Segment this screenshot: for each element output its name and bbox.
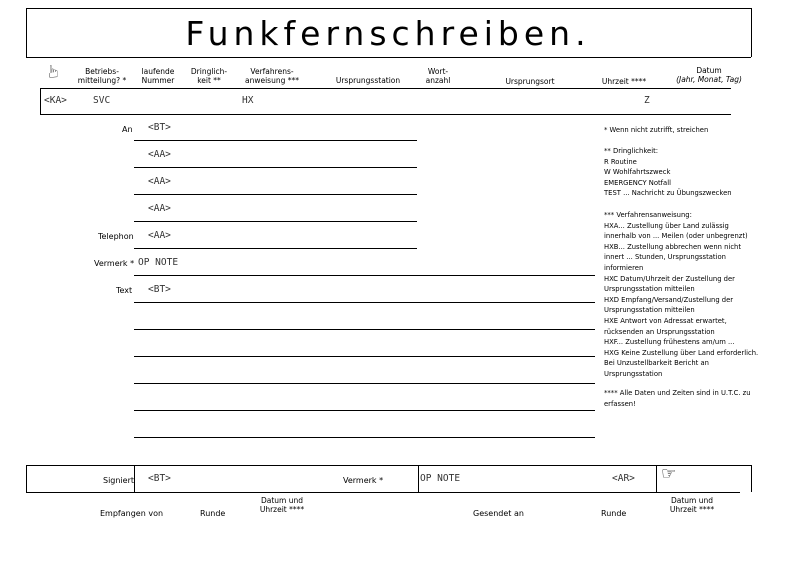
signiert-line: [134, 492, 307, 493]
note-3-line: informieren: [604, 263, 644, 272]
header-dringlichkeit: [184, 67, 234, 85]
telephon-value: <AA>: [148, 230, 171, 241]
z-value: Z: [644, 95, 650, 106]
svc-value: SVC: [93, 95, 111, 106]
header-wortanzahl: [413, 67, 463, 85]
telephon-label: Telephon: [98, 232, 134, 241]
datum-right-line1: Datum und: [670, 496, 714, 505]
aa-value-3: <AA>: [148, 203, 171, 214]
header-datum-line2: (Jahr, Monat, Tag): [676, 75, 742, 84]
note-3-line: innert ... Stunden, Ursprungsstation: [604, 253, 726, 262]
text-line-3: [134, 356, 595, 357]
vermerk-value: OP NOTE: [138, 257, 179, 268]
text-line-1: [134, 302, 595, 303]
aa-value-2: <AA>: [148, 176, 171, 187]
datum-left-label: [252, 496, 312, 514]
footer-vermerk-label: Vermerk *: [343, 476, 384, 485]
text-line-6: [134, 437, 595, 438]
header-datum-line1: Datum: [696, 66, 722, 75]
datum-left-line2: Uhrzeit ****: [259, 505, 305, 514]
an-value: <BT>: [148, 122, 171, 133]
header-dringlichkeit-line1: Dringlich-: [190, 67, 228, 76]
signiert-label: Signiert: [103, 476, 135, 485]
vermerk-line: [134, 275, 595, 276]
header-dringlichkeit-line2: keit **: [197, 76, 221, 85]
title-box-bottom: [26, 57, 751, 58]
footer-vermerk-line: [418, 492, 656, 493]
header-betrieb-line2: mitteilung? *: [77, 76, 127, 85]
note-3-line: Ursprungsstation: [604, 369, 663, 378]
footer-vermerk-field-right: [656, 465, 657, 492]
gesendet-label: Gesendet an: [473, 509, 524, 518]
text-line-2: [134, 329, 595, 330]
text-value: <BT>: [148, 284, 171, 295]
note-2: [604, 146, 799, 199]
note-3-line: Ursprungsstation mitteilen: [604, 285, 695, 294]
telephon-line: [134, 248, 417, 249]
header-laufende: [132, 67, 184, 85]
pointing-hand-icon: ☞: [44, 63, 65, 80]
ar-value: <AR>: [612, 473, 635, 484]
header-verfahren-line1: Verfahrens-: [250, 67, 294, 76]
note-3-line: *** Verfahrensanweisung:: [604, 211, 692, 219]
header-datum: [664, 66, 754, 84]
aa-value-1: <AA>: [148, 149, 171, 160]
aa-line-1: [134, 167, 417, 168]
header-verfahren: [236, 67, 308, 85]
datum-right-label: [662, 496, 722, 514]
footer-vermerk-field-left: [418, 465, 419, 492]
header-laufende-line2: Nummer: [141, 76, 175, 85]
footer-bottom-left: [26, 492, 134, 493]
note-3-line: Bei Unzustellbarkeit Bericht an: [604, 359, 709, 368]
an-label: An: [122, 125, 133, 134]
note-4-line: erfassen!: [604, 399, 636, 408]
note-1: * Wenn nicht zutrifft, streichen: [604, 126, 709, 134]
text-line-5: [134, 410, 595, 411]
signiert-field-left: [134, 465, 135, 492]
note-3-line: HXF... Zustellung frühestens am/um ...: [604, 338, 735, 347]
vermerk-label: Vermerk *: [94, 259, 135, 268]
note-3-line: HXD Empfang/Versand/Zustellung der: [604, 295, 734, 304]
footer-bottom-mid: [307, 492, 418, 493]
aa-line-3: [134, 221, 417, 222]
title-box-right: [751, 8, 752, 57]
header-wortanzahl-line2: anzahl: [425, 76, 451, 85]
empfangen-label: Empfangen von: [100, 509, 164, 518]
datum-right-line2: Uhrzeit ****: [669, 505, 715, 514]
note-3: [604, 210, 799, 380]
note-3-line: rücksenden an Ursprungsstation: [604, 327, 715, 336]
note-2-line: EMERGENCY Notfall: [604, 178, 672, 187]
header-verfahren-line2: anweisung ***: [245, 76, 299, 85]
note-2-line: R Routine: [604, 157, 637, 166]
hx-value: HX: [242, 95, 254, 106]
data-row-top: [40, 88, 731, 89]
header-betrieb: [72, 67, 132, 85]
note-2-line: W Wohlfahrtszweck: [604, 168, 671, 177]
note-3-line: HXE Antwort von Adressat erwartet,: [604, 316, 727, 325]
note-3-line: Ursprungsstation mitteilen: [604, 306, 695, 315]
pointing-hand-right-icon: ☞: [661, 464, 677, 484]
header-betrieb-line1: Betriebs-: [85, 67, 119, 76]
data-row-left: [40, 88, 41, 114]
data-row-bottom: [40, 114, 731, 115]
note-3-line: HXB... Zustellung abbrechen wenn nicht: [604, 242, 742, 251]
footer-left: [26, 465, 27, 492]
header-uhrzeit: Uhrzeit ****: [601, 77, 647, 86]
note-4: [604, 388, 799, 409]
note-3-line: HXA... Zustellung über Land zulässig: [604, 221, 729, 230]
header-ursprungsstation: Ursprungsstation: [335, 76, 401, 85]
footer-right: [751, 465, 752, 492]
datum-left-line1: Datum und: [260, 496, 304, 505]
header-laufende-line1: laufende: [141, 67, 175, 76]
signiert-value: <BT>: [148, 473, 171, 484]
note-3-line: HXG Keine Zustellung über Land erforderlich.: [604, 348, 759, 357]
footer-vermerk-value: OP NOTE: [420, 473, 461, 484]
text-label: Text: [116, 286, 133, 295]
title-box-top: [26, 8, 751, 9]
aa-line-2: [134, 194, 417, 195]
runde-left-label: Runde: [200, 509, 226, 518]
form-title: Funkfernschreiben.: [185, 14, 591, 53]
an-line: [134, 140, 417, 141]
ka-value: <KA>: [44, 95, 67, 106]
header-wortanzahl-line1: Wort-: [427, 67, 449, 76]
note-3-line: innerhalb von ... Meilen (oder unbegrenzt): [604, 232, 748, 241]
note-4-line: **** Alle Daten und Zeiten sind in U.T.C. zu: [604, 389, 751, 397]
runde-right-label: Runde: [601, 509, 627, 518]
note-3-line: HXC Datum/Uhrzeit der Zustellung der: [604, 274, 735, 283]
text-line-4: [134, 383, 595, 384]
footer-bottom-right: [656, 492, 740, 493]
header-ursprungsort: Ursprungsort: [505, 77, 555, 86]
note-2-line: ** Dringlichkeit:: [604, 147, 659, 155]
note-2-line: TEST ... Nachricht zu Übungszwecken: [604, 189, 732, 198]
